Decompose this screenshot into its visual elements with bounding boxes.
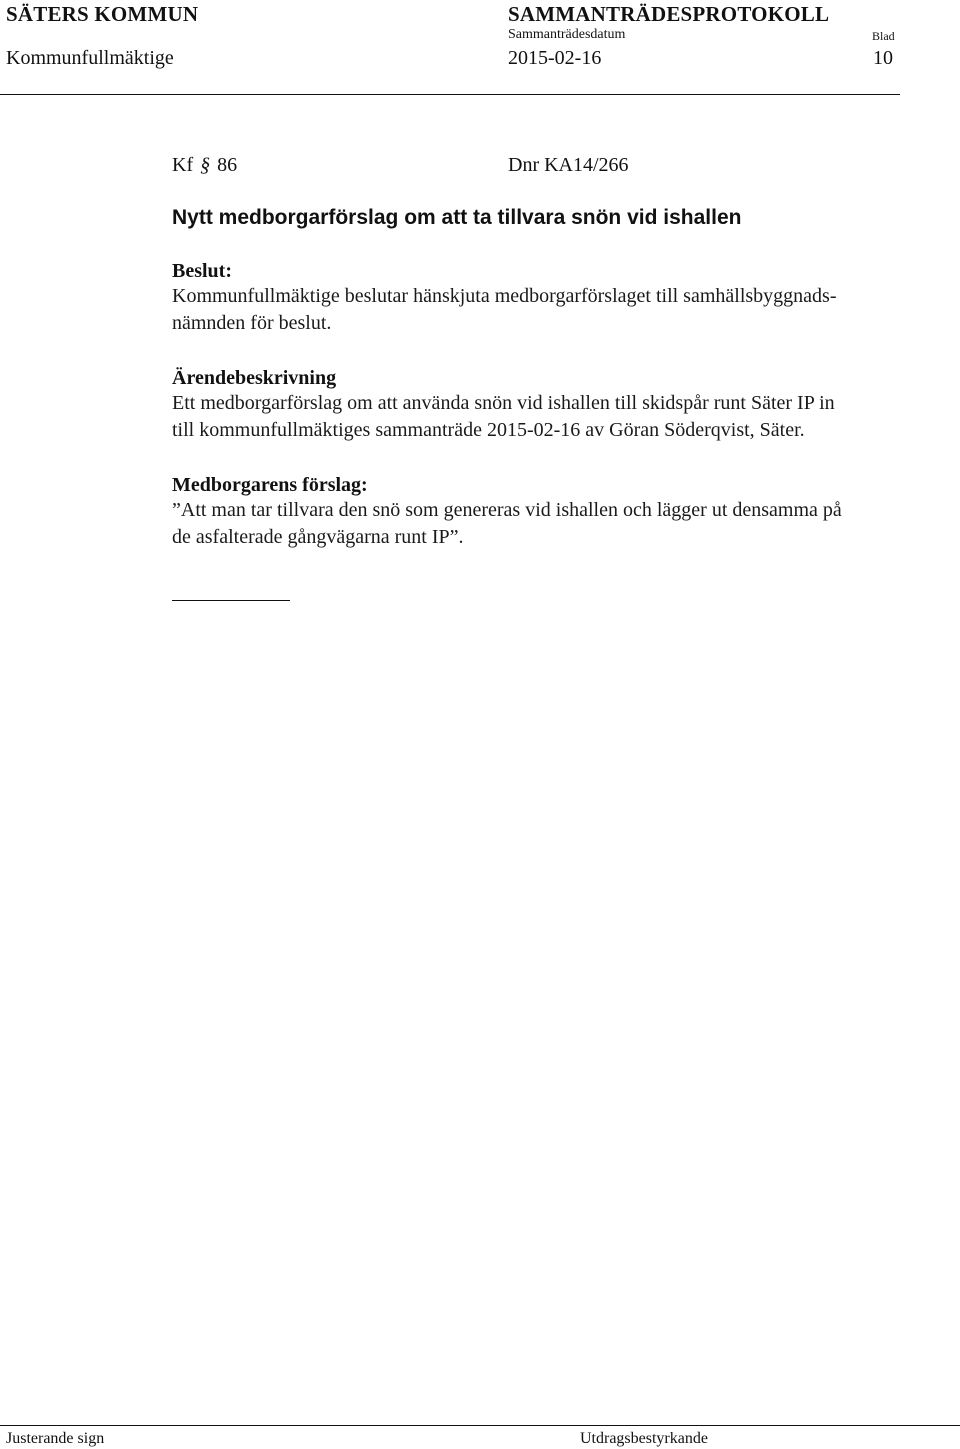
proposal-heading: Medborgarens förslag: [172, 474, 368, 496]
description-line: Ett medborgarförslag om att använda snön vid ishallen till skidspår runt Säter IP in [172, 392, 835, 414]
date-label: Sammanträdesdatum [508, 27, 626, 42]
meeting-date: 2015-02-16 [508, 47, 602, 69]
page-number: 10 [873, 47, 893, 69]
description-line: till kommunfullmäktiges sammanträde 2015-02-16 av Göran Söderqvist, Säter. [172, 419, 805, 441]
body-name: Kommunfullmäktige [6, 47, 174, 69]
header-rule [0, 94, 900, 95]
description-section [172, 367, 952, 444]
org-name: SÄTERS KOMMUN [6, 2, 199, 26]
dnr: Dnr KA14/266 [508, 154, 629, 176]
paragraph-ref [172, 154, 237, 177]
proposal-line: ”Att man tar tillvara den snö som genereras vid ishallen och lägger ut densamma på [172, 499, 842, 521]
document-type: SAMMANTRÄDESPROTOKOLL [508, 2, 830, 26]
decision-heading: Beslut: [172, 260, 232, 282]
decision-section [172, 260, 952, 337]
decision-line: Kommunfullmäktige beslutar hänskjuta medborgarförslaget till samhällsbyggnads- [172, 285, 837, 307]
page-title: Nytt medborgarförslag om att ta tillvara snön vid ishallen [172, 206, 742, 229]
footer-extract-label: Utdragsbestyrkande [580, 1430, 708, 1447]
page-label: Blad [872, 29, 895, 43]
footer-rule [0, 1425, 960, 1426]
proposal-line: de asfalterade gångvägarna runt IP”. [172, 526, 464, 548]
proposal-section [172, 474, 952, 551]
end-rule [172, 600, 290, 601]
description-heading: Ärendebeskrivning [172, 367, 337, 389]
footer-sign-label: Justerande sign [6, 1430, 105, 1447]
paragraph-number: 86 [217, 154, 238, 176]
paragraph-sign: § [200, 154, 211, 176]
decision-line: nämnden för beslut. [172, 312, 332, 334]
paragraph-prefix: Kf [172, 154, 194, 176]
